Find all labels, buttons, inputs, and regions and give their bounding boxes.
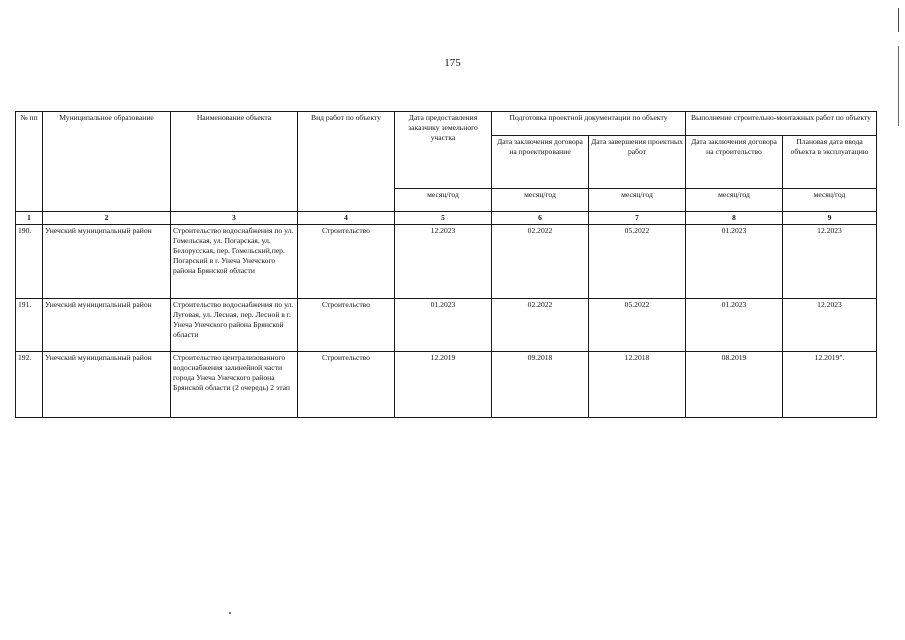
header-design-group: Подготовка проектной документации по объекту (492, 112, 686, 136)
row-object: Строительство водоснабжения по ул. Гомельская, ул. Погарская, ул. Белорусская, пер. Гомельский,пер. Погарский в г. Унеча Унечского района Брянской области (171, 224, 298, 298)
header-municipality: Муниципальное образование (43, 112, 171, 212)
row-land-date: 12.2019 (395, 351, 492, 417)
objects-table (15, 111, 877, 418)
row-municipality: Унечский муниципальный район (43, 224, 171, 298)
header-commission: Плановая дата ввода объекта в эксплуатацию (783, 136, 877, 189)
row-design-contract: 09.2018 (492, 351, 589, 417)
row-num: 190. (16, 224, 43, 298)
table-row (16, 224, 877, 298)
column-number: 7 (589, 212, 686, 225)
table-row (16, 351, 877, 417)
page-number: 175 (444, 57, 461, 69)
unit-label: месяц/год (589, 189, 686, 212)
row-commission: 12.2023 (783, 298, 877, 351)
row-work-type: Строительство (298, 351, 395, 417)
column-number: 5 (395, 212, 492, 225)
column-number: 1 (16, 212, 43, 225)
header-design-finish: Дата завершения проектных работ (589, 136, 686, 189)
row-commission: 12.2019". (783, 351, 877, 417)
scan-edge-mark (898, 46, 899, 126)
header-row-1 (16, 112, 877, 136)
unit-label: месяц/год (492, 189, 589, 212)
row-num: 191. (16, 298, 43, 351)
row-object: Строительство водоснабжения по ул. Луговая, ул. Лесная, пер. Лесной в г. Унеча Унечского района Брянской области (171, 298, 298, 351)
column-number: 9 (783, 212, 877, 225)
column-number: 3 (171, 212, 298, 225)
row-land-date: 01.2023 (395, 298, 492, 351)
scan-dot (229, 612, 231, 614)
header-constr-contract: Дата заключения договора на строительство (686, 136, 783, 189)
table-row (16, 298, 877, 351)
row-design-finish: 05.2022 (589, 298, 686, 351)
row-work-type: Строительство (298, 298, 395, 351)
row-constr-contract: 08.2019 (686, 351, 783, 417)
row-design-contract: 02.2022 (492, 298, 589, 351)
row-land-date: 12.2023 (395, 224, 492, 298)
column-number: 6 (492, 212, 589, 225)
column-number: 8 (686, 212, 783, 225)
row-design-finish: 12.2018 (589, 351, 686, 417)
unit-label: месяц/год (686, 189, 783, 212)
row-design-contract: 02.2022 (492, 224, 589, 298)
unit-label: месяц/год (783, 189, 877, 212)
column-number: 2 (43, 212, 171, 225)
row-object: Строительство централизованного водоснабжения залинейной части города Унеча Унечского района Брянской области (2 очередь) 2 этап (171, 351, 298, 417)
row-municipality: Унечский муниципальный район (43, 298, 171, 351)
row-constr-contract: 01.2023 (686, 224, 783, 298)
header-design-contract: Дата заключения договора на проектирование (492, 136, 589, 189)
scan-edge-mark (898, 8, 899, 32)
column-numbers-row (16, 212, 877, 225)
row-work-type: Строительство (298, 224, 395, 298)
row-commission: 12.2023 (783, 224, 877, 298)
row-constr-contract: 01.2023 (686, 298, 783, 351)
header-work-type: Вид работ по объекту (298, 112, 395, 212)
row-municipality: Унечский муниципальный район (43, 351, 171, 417)
unit-label: месяц/год (395, 189, 492, 212)
header-construction-group: Выполнение строительно-монтажных работ по объекту (686, 112, 877, 136)
row-design-finish: 05.2022 (589, 224, 686, 298)
header-num: № пп (16, 112, 43, 212)
column-number: 4 (298, 212, 395, 225)
row-num: 192. (16, 351, 43, 417)
header-object: Наименование объекта (171, 112, 298, 212)
header-land-date: Дата предоставления заказчику земельного участка (395, 112, 492, 189)
